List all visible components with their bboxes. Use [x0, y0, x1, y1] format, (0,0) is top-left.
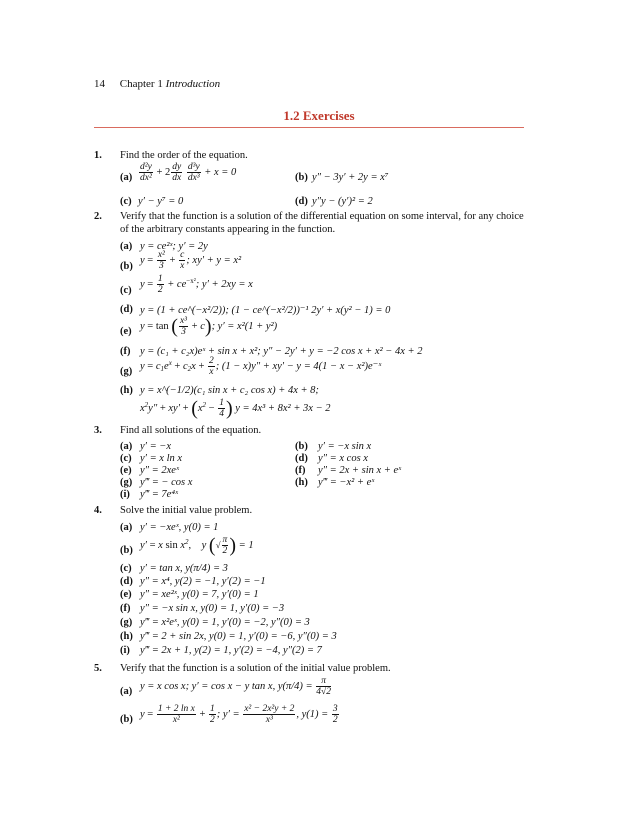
equation: y′ = −x: [140, 441, 172, 452]
frac-den: x³: [265, 715, 273, 725]
eq-tail: + x = 0: [204, 166, 237, 178]
frac-num: π: [222, 535, 228, 545]
frac-den: x: [209, 367, 214, 377]
item-label: (c): [120, 196, 132, 207]
equation: y′ = x ln x: [140, 453, 183, 464]
item-label: (e): [120, 326, 132, 337]
equation: y‴ = − cos x: [140, 477, 193, 488]
item-label: (a): [120, 441, 133, 452]
exercise-text: Find all solutions of the equation.: [120, 425, 262, 436]
frac-num: c: [180, 250, 185, 260]
frac-num: dy: [172, 162, 182, 172]
eq-tail: ; y′ + 2xy = x: [195, 278, 253, 290]
frac-den: 4: [219, 409, 224, 419]
item-label: (g): [120, 617, 133, 628]
frac-den: 3: [159, 261, 164, 271]
equation: $y = c_1e^x + c_2x$ + $\frac{2}{x}$ ; (1 − x)y″ + xy′ − y = 4(1 − x − x²)e⁻ˣ: [140, 356, 382, 377]
equation: y = $\frac{\text{x²}}{3}$ + $\frac{c}{x}$ ; xy′ + y = x²: [140, 250, 242, 271]
exercise-number: 2.: [94, 211, 102, 222]
frac-den: x²: [172, 715, 180, 725]
frac-num: x³: [179, 316, 188, 326]
equation: y″ = xe²ˣ, y(0) = 7, y′(0) = 1: [140, 589, 259, 600]
equation: y′ − y⁷ = 0: [138, 196, 184, 207]
exercise-number: 1.: [94, 150, 102, 161]
item-label: (d): [120, 576, 133, 587]
frac-den: dx²: [140, 173, 152, 183]
page-number: 14: [94, 78, 105, 90]
item-label: (i): [120, 645, 130, 656]
eq-tail: ; y′ = x²(1 + y²): [211, 320, 278, 332]
exercise-number: 4.: [94, 505, 102, 516]
frac-num: 1: [210, 704, 215, 714]
item-label: (f): [295, 465, 306, 476]
frac-num: 1 + 2 ln x: [157, 704, 195, 714]
equation: y″ = x cos x: [318, 453, 368, 464]
equation: y″ = x⁴, y(2) = −1, y′(2) = −1: [140, 576, 266, 587]
eq-tail: = 1: [238, 539, 254, 551]
frac-num: x²: [157, 250, 165, 260]
equation: y‴ = 7e⁴ˣ: [140, 489, 178, 500]
exercise-text: Verify that the function is a solution of the initial value problem.: [120, 663, 391, 674]
equation: y = tan ( $\frac{\text{x³}}{3}$ + c); y′ = x²(1 + y²): [140, 315, 278, 338]
equation: y‴ = −x² + eˣ: [318, 477, 375, 488]
item-label: (g): [120, 477, 133, 488]
section-title: 1.2 Exercises: [283, 108, 355, 123]
item-label: (h): [120, 385, 133, 396]
item-label: (g): [120, 366, 133, 377]
item-label: (b): [120, 545, 133, 556]
frac-num: 2: [208, 356, 214, 366]
exercise-text: Find the order of the equation.: [120, 150, 248, 161]
frac-den: 3: [181, 327, 186, 337]
exercise-number: 5.: [94, 663, 102, 674]
equation: y‴ = 2 + sin 2x, y(0) = 1, y′(0) = −6, y″(0) = 3: [140, 631, 337, 642]
equation: y″ = 2xeˣ: [140, 465, 179, 476]
frac-den: dx³: [187, 173, 200, 183]
frac-num: 1: [157, 274, 163, 284]
equation: y″ − 3y′ + 2y = x⁷: [312, 172, 389, 183]
title-rule: [94, 127, 524, 128]
equation: [140, 676, 332, 697]
item-label: (a): [120, 172, 133, 183]
exercise-text: Verify that the function is a solution of the differential equation on some interval, for any choice: [120, 211, 524, 222]
item-label: (a): [120, 522, 133, 533]
equation: y = $\frac{1}{2}$ + $ce^{-x^2}$; y′ + 2xy = x: [140, 274, 253, 295]
frac-num: x² − 2x²y + 2: [244, 704, 295, 714]
frac-den: 2: [210, 715, 215, 725]
item-label: (e): [120, 465, 132, 476]
frac-num: π: [316, 676, 331, 687]
item-label: (h): [120, 631, 133, 642]
frac-den: 4√2: [316, 687, 331, 697]
item-label: (i): [120, 489, 130, 500]
exercise-text: Solve the initial value problem.: [120, 505, 253, 516]
equation: y‴ = x²eˣ, y(0) = 1, y′(0) = −2, y″(0) = 3: [140, 617, 310, 628]
frac-den: x: [180, 261, 185, 271]
frac-den: dx: [172, 173, 182, 183]
equation: y = ce²ˣ; y′ = 2y: [140, 241, 208, 252]
equation: y = $\frac{\text{1 + 2 ln x}}{\text{x²}}$ + $\frac{1}{2}$ ; y′ = $\frac{\text{x² − 2x²y + 2}}{\text{x³}}$ , y(1) = $\frac{3}{2}$: [140, 704, 338, 725]
running-header: [94, 78, 220, 90]
item-label: (b): [120, 261, 133, 272]
item-label: (d): [295, 196, 308, 207]
frac-num: 1: [219, 398, 224, 408]
frac-den: 2: [332, 715, 338, 725]
exercise-number: 3.: [94, 425, 102, 436]
eq-tail: ; (1 − x)y″ + xy′ − y = 4(1 − x − x²)e⁻ˣ: [215, 360, 382, 372]
item-label: (b): [120, 714, 133, 725]
equation: y′ = −xeˣ, y(0) = 1: [140, 522, 219, 533]
eq-tail: y = 4x³ + 8x² + 3x − 2: [235, 402, 331, 414]
equation: y′ = x $\sin x^2$, y (√ $\frac{\pi}{2}$ ) = 1: [140, 534, 254, 557]
item-label: (a): [120, 686, 133, 697]
item-label: (d): [120, 304, 133, 315]
equation: $x^2y'' + xy' + (x^2$ − $\frac{1}{4}$ ) y = 4x³ + 8x² + 3x − 2: [140, 397, 331, 420]
equation: $\frac{\text{d²y}}{\text{dx²}}$ + 2 $\frac{dy}{dx}$ $\frac{\text{d³y}}{\text{dx³}}$ + x = 0: [140, 162, 237, 183]
item-label: (a): [120, 241, 133, 252]
frac-den: 2: [222, 546, 228, 556]
equation: y′ = tan x, y(π/4) = 3: [140, 563, 228, 574]
eq-part: y = x cos x; y′ = cos x − y tan x, y(π/4) =: [140, 680, 313, 692]
eq-tail: , y(1) =: [296, 708, 329, 720]
item-label: (h): [295, 477, 308, 488]
frac-num: 3: [332, 704, 338, 714]
item-label: (c): [120, 453, 132, 464]
item-label: (c): [120, 563, 132, 574]
exercise-text-cont: of the arbitrary constants appearing in the function.: [120, 224, 336, 235]
item-label: (b): [295, 172, 308, 183]
item-label: (e): [120, 589, 132, 600]
item-label: (d): [295, 453, 308, 464]
equation: y″ = 2x + sin x + eˣ: [318, 465, 402, 476]
item-label: (c): [120, 285, 132, 296]
item-label: (f): [120, 603, 131, 614]
equation: y = (1 + ce^(−x²/2)); (1 − ce^(−x²/2))⁻¹ 2y′ + x(y² − 1) = 0: [140, 305, 391, 316]
frac-num: d³y: [187, 162, 200, 172]
equation: y = x^(−1/2)(c₁ sin x + c₂ cos x) + 4x + 8;: [140, 385, 319, 396]
eq-part: + ce: [167, 278, 187, 290]
equation: y = (c₁ + c₂x)eˣ + sin x + x²; y″ − 2y′ + y = −2 cos x + x² − 4x + 2: [140, 346, 423, 357]
eq-tail: ; xy′ + y = x²: [186, 254, 242, 266]
frac-den: 2: [157, 285, 163, 295]
equation: y‴ = 2x + 1, y(2) = 1, y′(2) = −4, y″(2) = 7: [140, 645, 322, 656]
item-label: (f): [120, 346, 131, 357]
frac-num: d²y: [140, 162, 152, 172]
equation: y″y − (y′)² = 2: [312, 196, 373, 207]
coef: 2: [165, 166, 171, 178]
equation: y′ = −x sin x: [318, 441, 372, 452]
chapter-title: Introduction: [165, 78, 221, 90]
equation: y″ = −x sin x, y(0) = 1, y′(0) = −3: [140, 603, 285, 614]
item-label: (b): [295, 441, 308, 452]
chapter-label: Chapter 1: [119, 78, 163, 90]
eq-part: ; y′ =: [216, 708, 240, 720]
